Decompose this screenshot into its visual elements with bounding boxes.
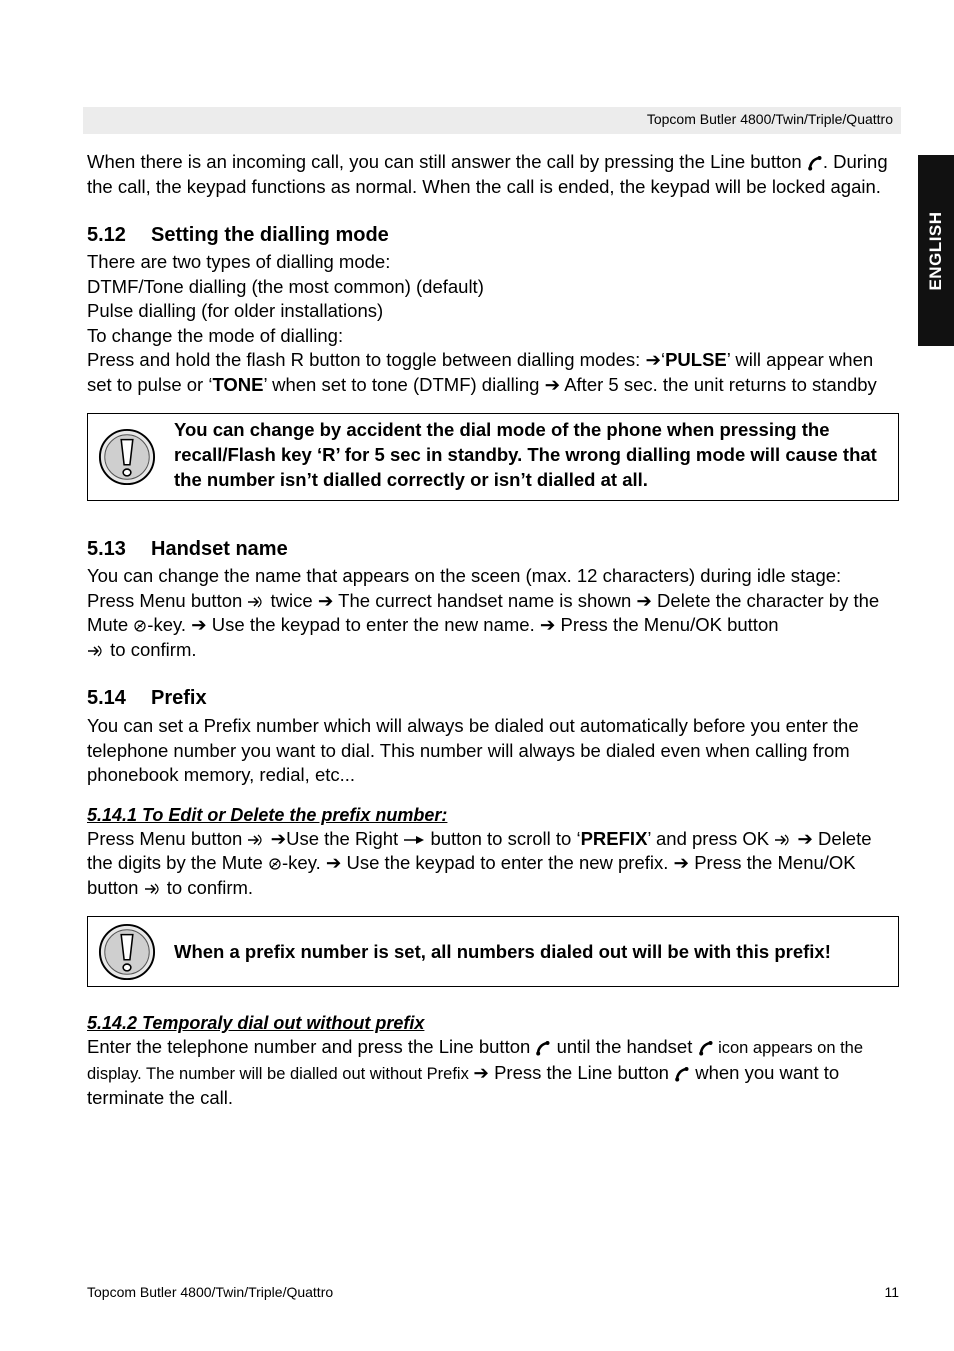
arrow-icon: ➔ — [636, 589, 652, 611]
prefix-description: You can set a Prefix number which will always be dialed out automatically before you enter the telephone number you want to dial. This number will always be dialed even when calling from phonebook memory, redial, etc... — [87, 715, 859, 785]
section-number: 5.13 — [87, 538, 126, 560]
section-5-12-body — [87, 250, 899, 397]
intro-text-1: When there is an incoming call, you can still answer the call by pressing the Line button — [87, 151, 802, 172]
dial-mode-line-3: Pulse dialling (for older installations) — [87, 300, 384, 321]
arrow-icon: ➔ — [645, 349, 661, 370]
section-number: 5.12 — [87, 224, 126, 246]
arrow-icon: ➔ — [473, 1061, 489, 1083]
handset-name-instructions: Press Menu button twice ➔ The currect handset name is shown ➔ Delete the character by the Mute -key. ➔ Use the keypad to enter the new name. ➔ Press the Menu/OK button to confirm. — [87, 589, 880, 660]
menu-ok-button-icon — [87, 644, 105, 658]
dial-mode-line-1: There are two types of dialling mode: — [87, 251, 391, 272]
menu-button-icon — [247, 833, 265, 847]
arrow-icon: ➔ — [270, 827, 287, 849]
line-button-icon — [674, 1066, 690, 1082]
section-title: Prefix — [151, 687, 207, 709]
warning-note-prefix — [87, 916, 899, 987]
warning-note-text: You can change by accident the dial mode of the phone when pressing the recall/Flash key ‘R’ for 5 sec in standby. The wrong dialling mode will cause that the number isn’t dialled correctly or isn’t dialled at all. — [174, 419, 877, 490]
subsection-5-14-1-heading: 5.14.1 To Edit or Delete the prefix number: — [87, 804, 448, 825]
mute-key-icon — [133, 619, 147, 633]
intro-text-2: During the call, the keypad functions as normal. When the call is ended, the keypad will be locked again. — [87, 151, 888, 197]
section-number: 5.14 — [87, 687, 126, 709]
arrow-icon: ➔ — [191, 614, 207, 635]
page-number: 11 — [884, 1284, 899, 1300]
dial-mode-line-2: DTMF/Tone dialling (the most common) (default) — [87, 275, 484, 297]
warning-exclamation-icon — [98, 923, 156, 981]
arrow-icon: ➔ — [539, 614, 556, 635]
arrow-icon: ➔ — [797, 827, 813, 849]
tone-label: TONE — [212, 373, 264, 395]
prefix-edit-instructions: Press Menu button ➔Use the Right button to scroll to ‘PREFIX’ and press OK ➔ Delete the digits by the Mute -key. ➔ Use the keypad to enter the new prefix. ➔ Press the Menu/OK button to confirm. — [87, 827, 872, 898]
language-tab-label: ENGLISH — [926, 210, 945, 291]
handset-icon — [698, 1040, 714, 1056]
prefix-label: PREFIX — [580, 827, 648, 849]
subsection-5-14-2-heading: 5.14.2 Temporaly dial out without prefix — [87, 1013, 425, 1033]
arrow-icon: ➔ — [317, 589, 334, 611]
mute-key-icon — [268, 857, 282, 871]
intro-paragraph — [87, 150, 899, 199]
menu-button-icon — [247, 595, 265, 609]
warning-exclamation-icon — [98, 428, 156, 486]
line-button-icon — [535, 1040, 551, 1056]
arrow-icon: ➔ — [325, 852, 342, 873]
dial-mode-line-4: To change the mode of dialling: — [87, 324, 344, 346]
section-5-12-heading — [87, 221, 899, 249]
section-5-13-body — [87, 564, 899, 662]
line-button-icon — [807, 155, 823, 171]
section-title: Handset name — [151, 538, 288, 560]
warning-note-dial-mode — [87, 413, 899, 501]
language-tab — [918, 155, 954, 346]
page-content — [87, 150, 899, 1111]
arrow-icon: ➔ — [673, 852, 690, 873]
dial-mode-instructions: Press and hold the flash R button to toggle between dialling modes: ➔‘PULSE’ will appear when set to pulse or ‘TONE’ when set to tone (DTMF) dialling ➔ After 5 sec. the unit returns to standby — [87, 349, 877, 395]
section-title: Setting the dialling mode — [151, 224, 389, 246]
menu-ok-button-icon — [144, 882, 162, 896]
footer-title: Topcom Butler 4800/Twin/Triple/Quattro — [87, 1284, 334, 1300]
arrow-icon: ➔ — [544, 373, 561, 395]
dial-without-prefix-instructions: Enter the telephone number and press the Line button until the handset icon appears on the display. The number will be dialled out without Prefix ➔ Press the Line button when you want to terminate the call. — [87, 1036, 864, 1108]
pulse-label: PULSE — [665, 349, 727, 370]
warning-note-text: When a prefix number is set, all numbers dialed out will be with this prefix! — [174, 941, 831, 962]
handset-name-line-1: You can change the name that appears on the sceen (max. 12 characters) during idle stage: — [87, 565, 842, 586]
section-5-14-heading — [87, 684, 899, 712]
header-title: Topcom Butler 4800/Twin/Triple/Quattro — [646, 111, 893, 127]
right-arrow-button-icon — [403, 835, 425, 845]
page-header — [83, 107, 901, 134]
intro-period: . — [822, 151, 828, 172]
ok-button-icon — [774, 833, 792, 847]
section-5-13-heading — [87, 535, 899, 563]
